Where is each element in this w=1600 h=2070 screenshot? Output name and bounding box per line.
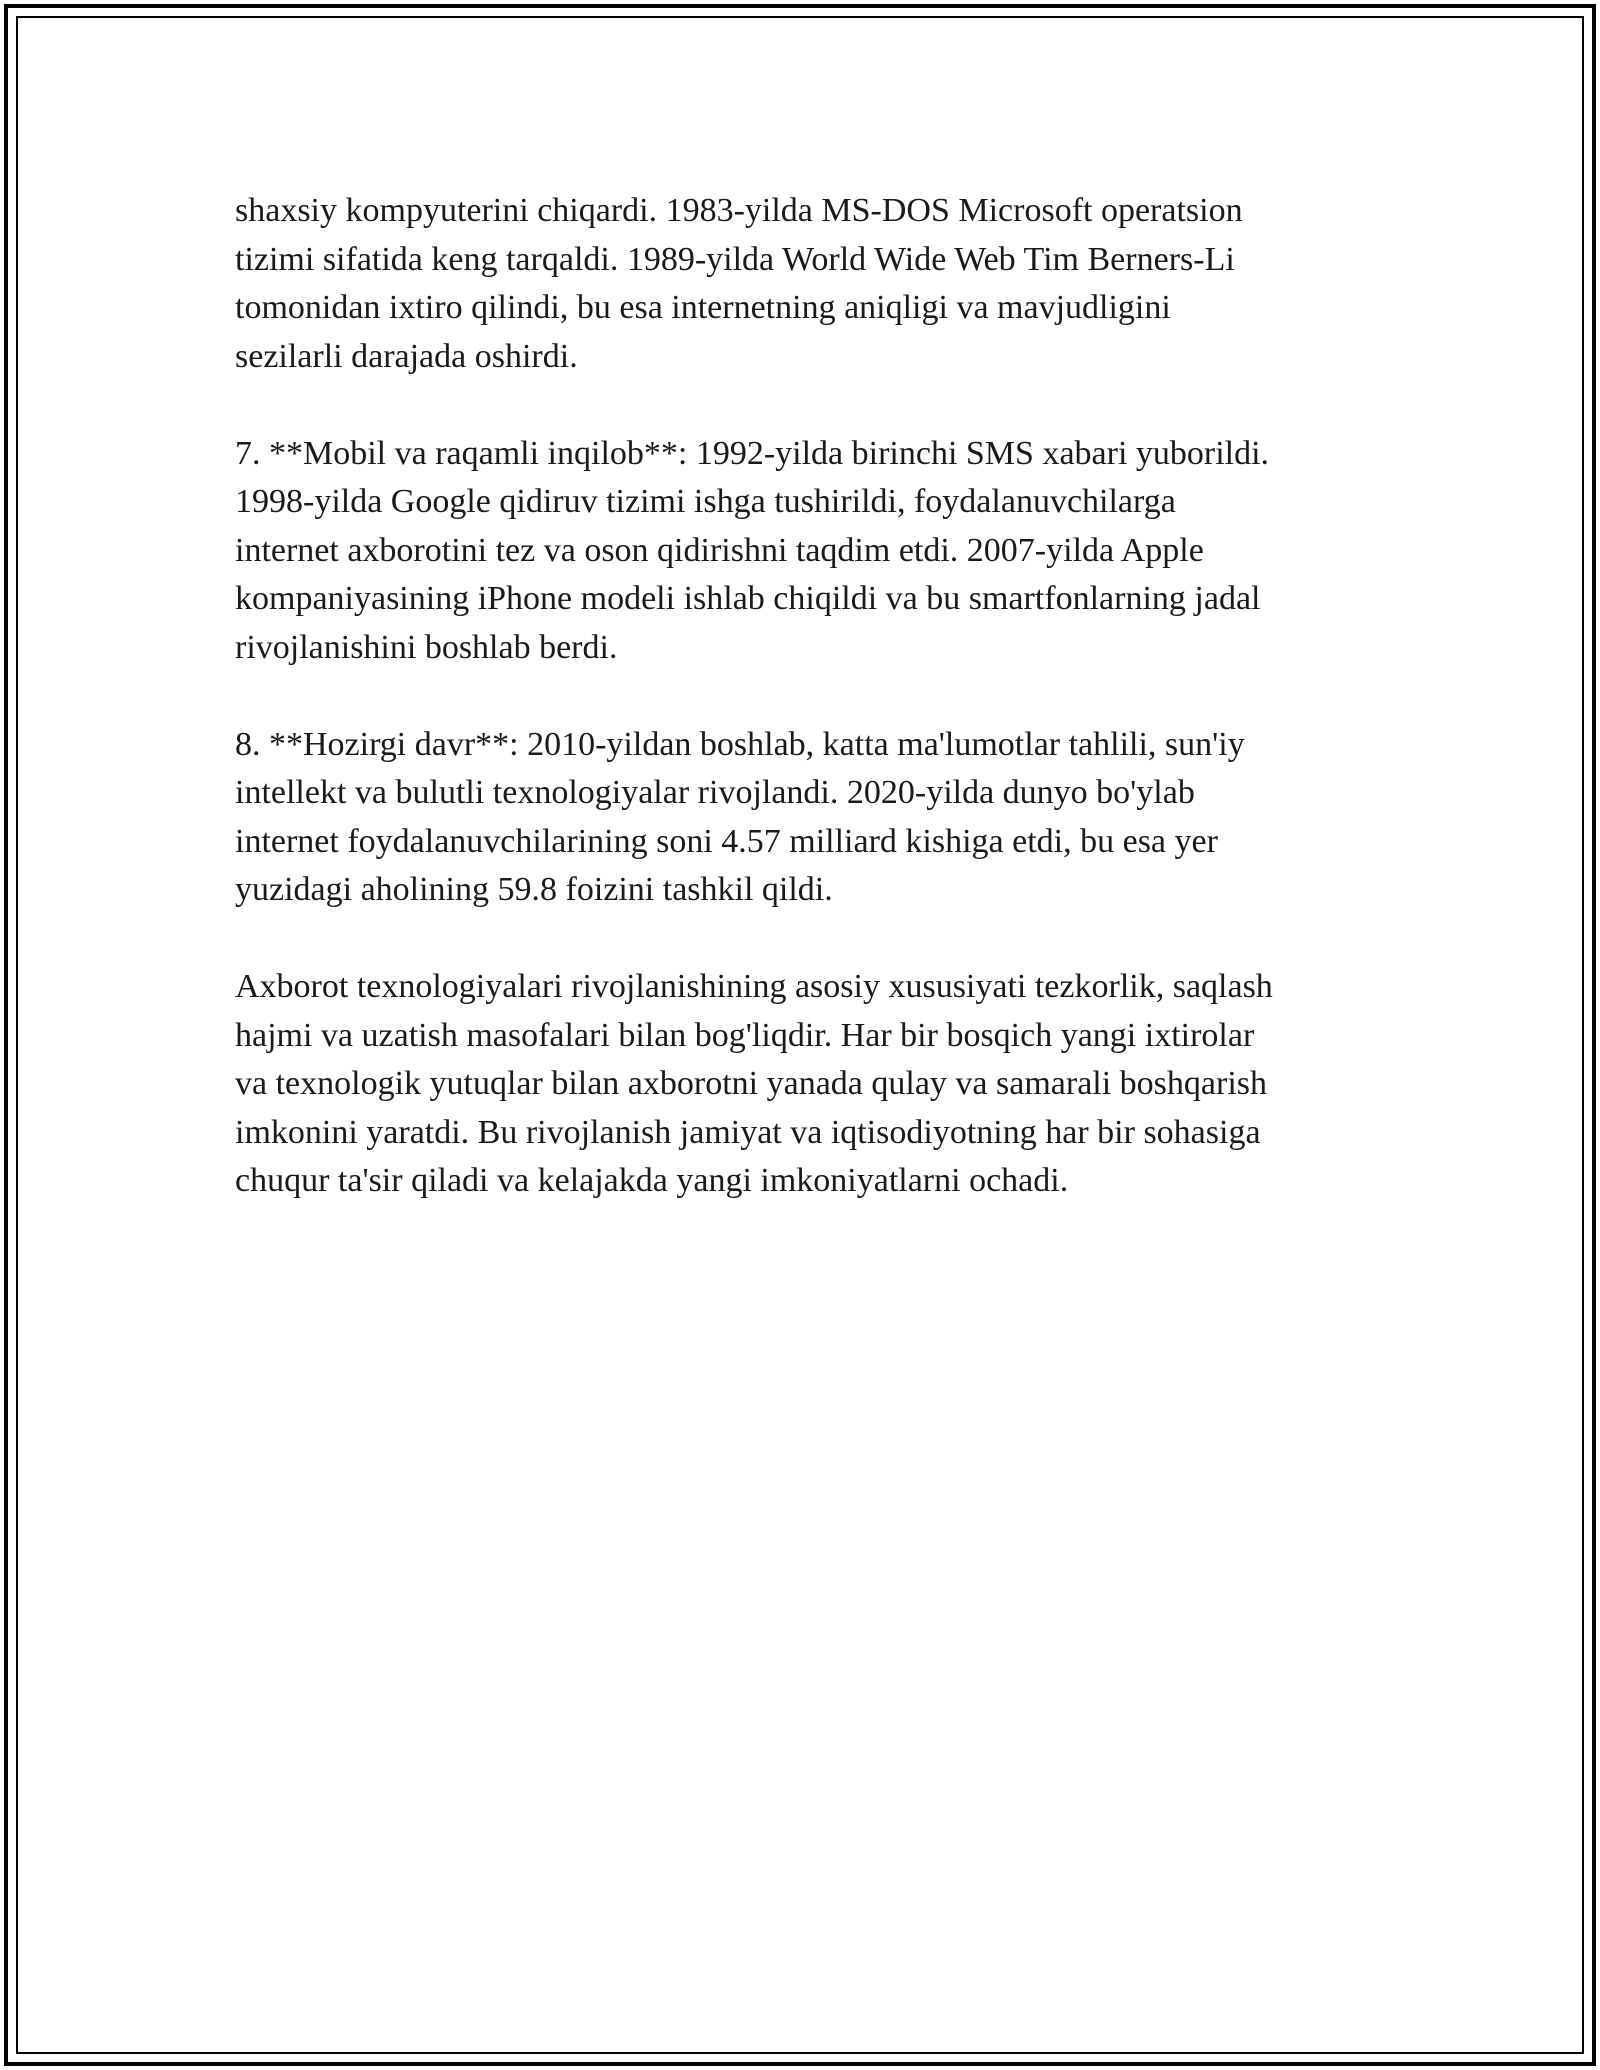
text-line: tomonidan ixtiro qilindi, bu esa internetning aniqligi va mavjudligini [235, 289, 1171, 326]
text-line: imkonini yaratdi. Bu rivojlanish jamiyat va iqtisodiyotning har bir sohasiga [235, 1113, 1261, 1151]
text-line: rivojlanishini boshlab berdi. [235, 628, 618, 666]
text-line: hajmi va uzatish masofalari bilan bog'liqdir. Har bir bosqich yangi ixtirolar [235, 1016, 1255, 1054]
text-line: chuqur ta'sir qiladi va kelajakda yangi imkoniyatlarni ochadi. [235, 1162, 1069, 1199]
text-line: yuzidagi aholining 59.8 foizini tashkil qildi. [235, 871, 833, 908]
paragraph-item-7 [235, 430, 1370, 673]
document-body [235, 187, 1370, 1254]
paragraph-continuation [235, 187, 1370, 381]
text-line: 8. **Hozirgi davr**: 2010-yildan boshlab, katta ma'lumotlar tahlili, sun'iy [235, 725, 1245, 763]
text-line: kompaniyasining iPhone modeli ishlab chiqildi va bu smartfonlarning jadal [235, 580, 1261, 617]
text-line: internet axborotini tez va oson qidirishni taqdim etdi. 2007-yilda Apple [235, 531, 1204, 569]
text-line: shaxsiy kompyuterini chiqardi. 1983-yilda MS-DOS Microsoft operatsion [235, 192, 1243, 229]
text-line: 1998-yilda Google qidiruv tizimi ishga tushirildi, foydalanuvchilarga [235, 483, 1176, 520]
text-line: tizimi sifatida keng tarqaldi. 1989-yilda World Wide Web Tim Berners-Li [235, 240, 1235, 278]
text-line: internet foydalanuvchilarining soni 4.57 milliard kishiga etdi, bu esa yer [235, 822, 1218, 860]
text-line: sezilarli darajada oshirdi. [235, 337, 578, 375]
text-line: 7. **Mobil va raqamli inqilob**: 1992-yilda birinchi SMS xabari yuborildi. [235, 434, 1270, 472]
text-line: intellekt va bulutli texnologiyalar rivojlandi. 2020-yilda dunyo bo'ylab [235, 774, 1195, 811]
paragraph-conclusion [235, 963, 1370, 1206]
paragraph-item-8 [235, 721, 1370, 915]
text-line: Axborot texnologiyalari rivojlanishining asosiy xususiyati tezkorlik, saqlash [235, 968, 1273, 1005]
text-line: va texnologik yutuqlar bilan axborotni yanada qulay va samarali boshqarish [235, 1065, 1268, 1102]
